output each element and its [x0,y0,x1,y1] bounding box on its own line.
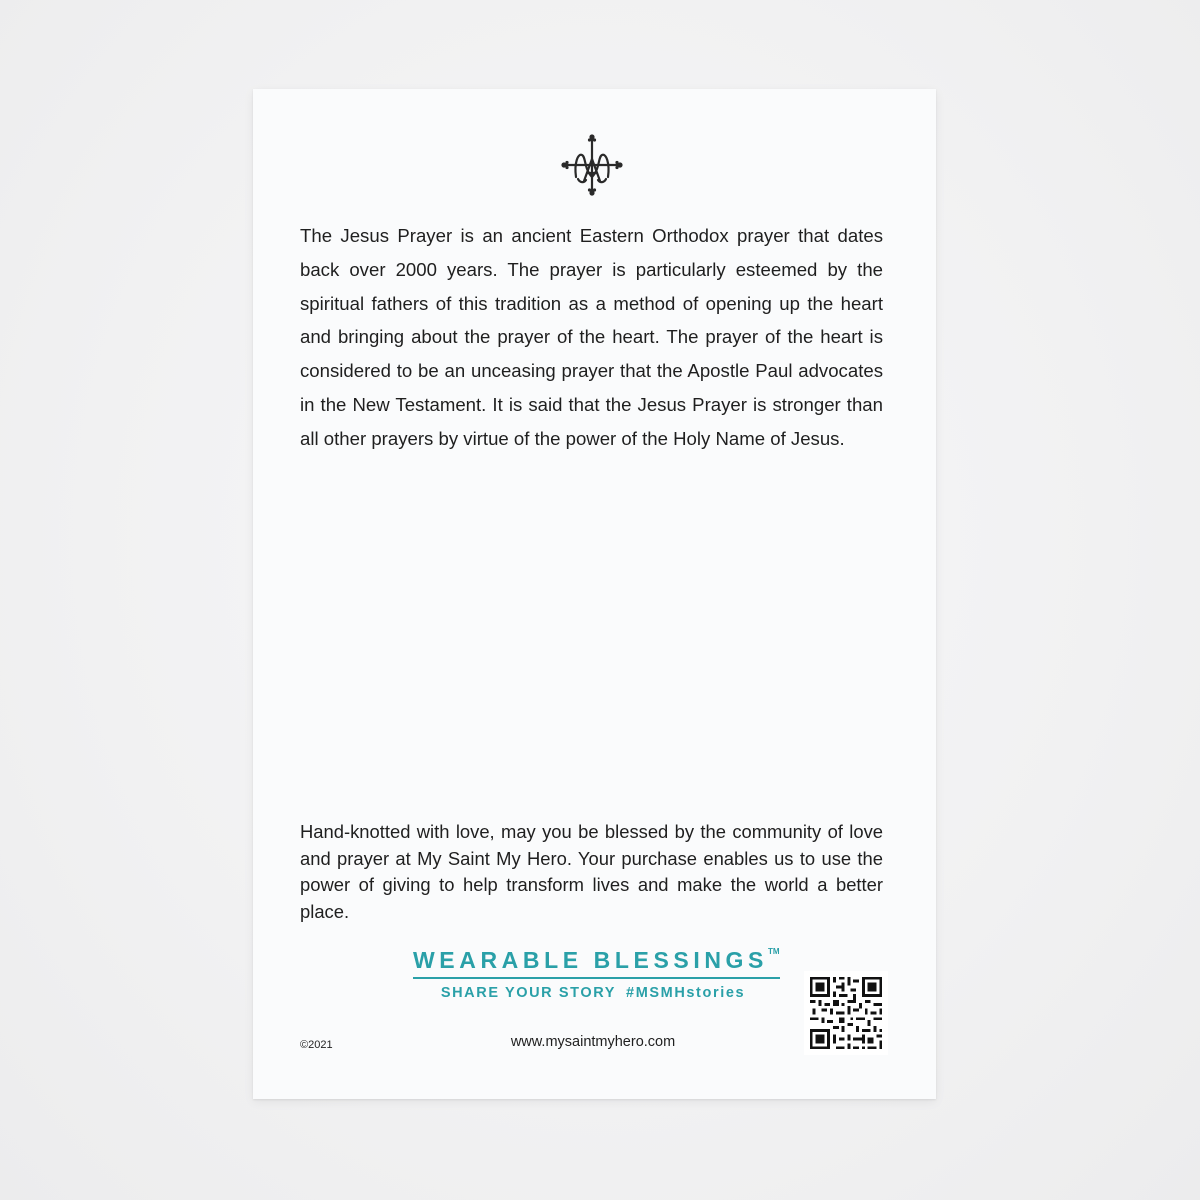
copyright-notice: ©2021 [300,1039,333,1051]
tagline-text: SHARE YOUR STORY [440,985,617,1001]
closing-message: Hand-knotted with love, may you be blessed by the community of love and prayer at My Saint My Hero. Your purchase enables us to use the power of giving to help transform lives and make the world a better place. [300,821,883,923]
qr-code-icon [804,971,888,1055]
website-url: www.mysaintmyhero.com [510,1034,676,1050]
marian-monogram-cross-icon [560,133,624,197]
prayer-description: The Jesus Prayer is an ancient Eastern Orthodox prayer that dates back over 2000 years. The prayer is particularly esteemed by the spiritual fathers of this tradition as a method of opening up the heart and bringing about the prayer of the heart. The prayer of the heart is considered to be an unceasing prayer that the Apostle Paul advocates in the New Testament. It is said that the Jesus Prayer is stronger than all other prayers by virtue of the power of the Holy Name of Jesus. [300,225,883,449]
prayer-card [253,89,936,1099]
brand-title [413,947,780,979]
brand-title-text: WEARABLE BLESSINGS [413,947,768,973]
brand-block [413,947,780,1001]
hashtag-text: #MSMHstories [626,985,746,1001]
brand-tagline [413,985,773,1001]
trademark-mark: TM [767,947,780,956]
